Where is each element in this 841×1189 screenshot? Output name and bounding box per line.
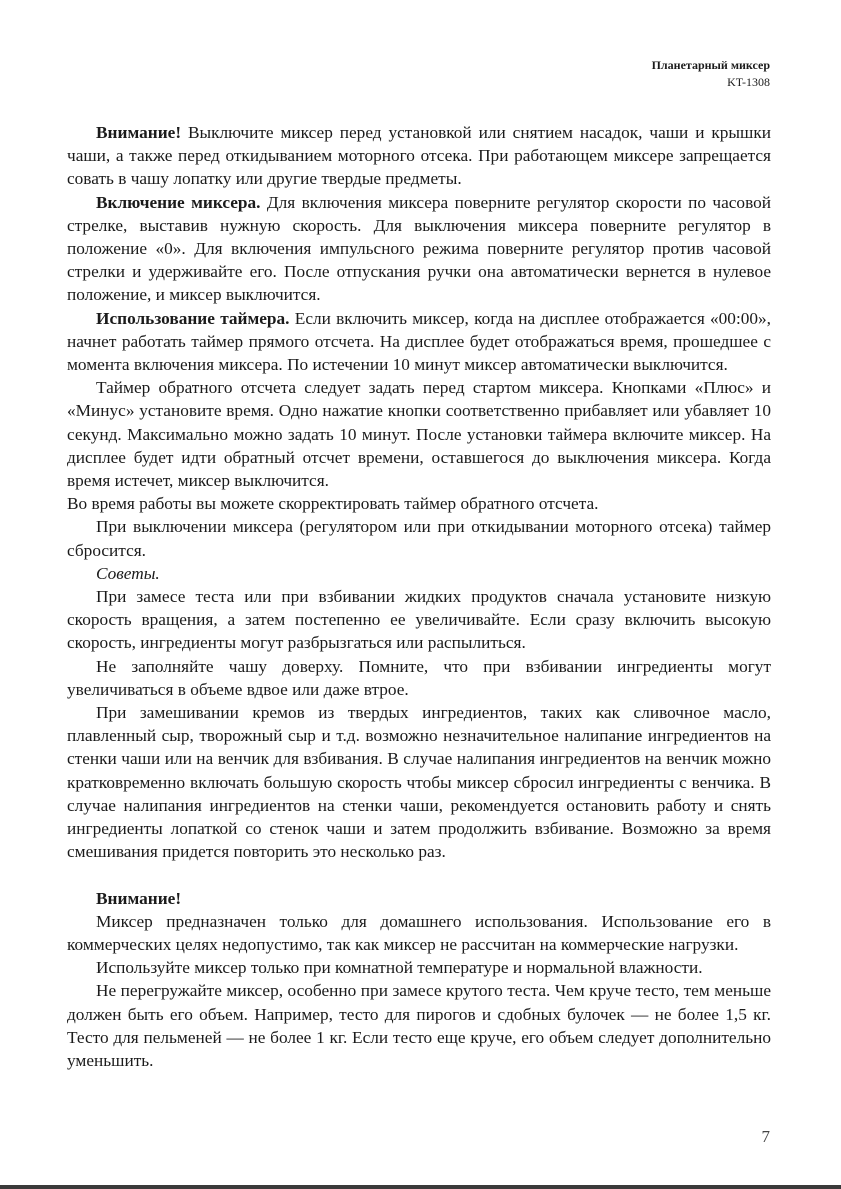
paragraph-text: При замешивании кремов из твердых ингредиентов, таких как сливочное масло, плавленный сыр, творожный сыр и т.д. возможно незначительное налипание ингредиентов на стенки чаши или на венчик для взбивания. В случае налипания ингредиентов на венчик можно кратковременно включать большую скорость чтобы миксер сбросил ингредиенты с венчика. В случае налипания ингредиентов на стенки чаши, рекомендуется остановить работу и снять ингредиенты лопаткой со стенок чаши и затем продолжить взбивание. Возможно за время смешивания придется повторить это несколько раз.	[67, 703, 771, 862]
paragraph-text: Если включить миксер, когда на дисплее отображается «00:00», начнет работать таймер прямого отсчета. На дисплее будет отображаться время, прошедшее с момента включения миксера. По истечении 10 минут миксер автоматически выключится.	[67, 308, 771, 375]
paragraph-lead: Внимание!	[96, 123, 182, 142]
paragraph-tip-fill	[67, 655, 771, 701]
paragraph-mixer-on	[67, 191, 771, 307]
paragraph-lead: Включение миксера.	[96, 192, 261, 212]
paragraph-timer-usage	[67, 307, 771, 377]
header-model: KT-1308	[727, 75, 770, 89]
paragraph-text: Не перегружайте миксер, особенно при замесе крутого теста. Чем круче тесто, тем меньше должен быть его объем. Например, тесто для пирогов и сдобных булочек — не более 1,5 кг. Тесто для пельменей — не более 1 кг. Если тесто еще круче, его объем следует дополнительно уменьшить.	[67, 981, 771, 1070]
paragraph-overload	[67, 979, 771, 1072]
paragraph-text: При выключении миксера (регулятором или при откидывании моторного отсека) таймер сбросится.	[67, 517, 771, 560]
paragraph-text: Не заполняйте чашу доверху. Помните, что при взбивании ингредиенты могут увеличиваться в объеме вдвое или даже втрое.	[67, 656, 771, 699]
paragraph-text: Миксер предназначен только для домашнего использования. Использование его в коммерческих целях недопустимо, так как миксер не рассчитан на коммерческие нагрузки.	[67, 911, 771, 954]
header-title: Планетарный миксер	[651, 58, 770, 72]
paragraph-warning-attachments	[67, 121, 771, 191]
body-text	[67, 121, 771, 1072]
paragraph-text: Выключите миксер перед установкой или снятием насадок, чаши и крышки чаши, а также перед откидыванием моторного отсека. При работающем миксере запрещается совать в чашу лопатку или другие твердые предметы.	[67, 123, 771, 189]
paragraph-text: Советы.	[96, 563, 160, 583]
page-bottom-rule	[0, 1185, 841, 1189]
paragraph-text: Для включения миксера поверните регулятор скорости по часовой стрелке, выставив нужную скорость. Для выключения миксера поверните регулятор в положение «0». Для включения импульсного режима поверните регулятор против часовой стрелки и удерживайте его. После отпускания ручки она автоматически вернется в нулевое положение, и миксер выключится.	[67, 192, 771, 305]
paragraph-text: Таймер обратного отсчета следует задать перед стартом миксера. Кнопками «Плюс» и «Минус» установите время. Одно нажатие кнопки соответственно прибавляет или убавляет 10 секунд. Максимально можно задать 10 минут. После установки таймера включите миксер. На дисплее будет идти обратный отсчет времени, оставшегося до выключения миксера. Когда время истечет, миксер выключится.	[67, 378, 771, 491]
paragraph-countdown-timer	[67, 376, 771, 492]
paragraph-room-temp	[67, 956, 771, 979]
page-number: 7	[761, 1127, 770, 1146]
paragraph-warning-heading	[67, 887, 771, 910]
paragraph-timer-adjust	[67, 492, 771, 515]
paragraph-text: Во время работы вы можете скорректировать таймер обратного отсчета.	[67, 494, 599, 514]
paragraph-timer-reset	[67, 515, 771, 561]
paragraph-text: Используйте миксер только при комнатной температуре и нормальной влажности.	[96, 958, 703, 978]
paragraph-text: При замесе теста или при взбивании жидких продуктов сначала установите низкую скорость вращения, а затем постепенно ее увеличивайте. Если сразу включить высокую скорость, ингредиенты могут разбрызгаться или распылиться.	[67, 587, 771, 653]
running-header	[652, 57, 770, 91]
tips-heading	[67, 562, 771, 585]
paragraph-tip-speed	[67, 585, 771, 655]
paragraph-home-use	[67, 910, 771, 956]
paragraph-lead: Внимание!	[96, 888, 182, 908]
paragraph-lead: Использование таймера.	[96, 308, 290, 328]
paragraph-tip-sticking	[67, 701, 771, 863]
